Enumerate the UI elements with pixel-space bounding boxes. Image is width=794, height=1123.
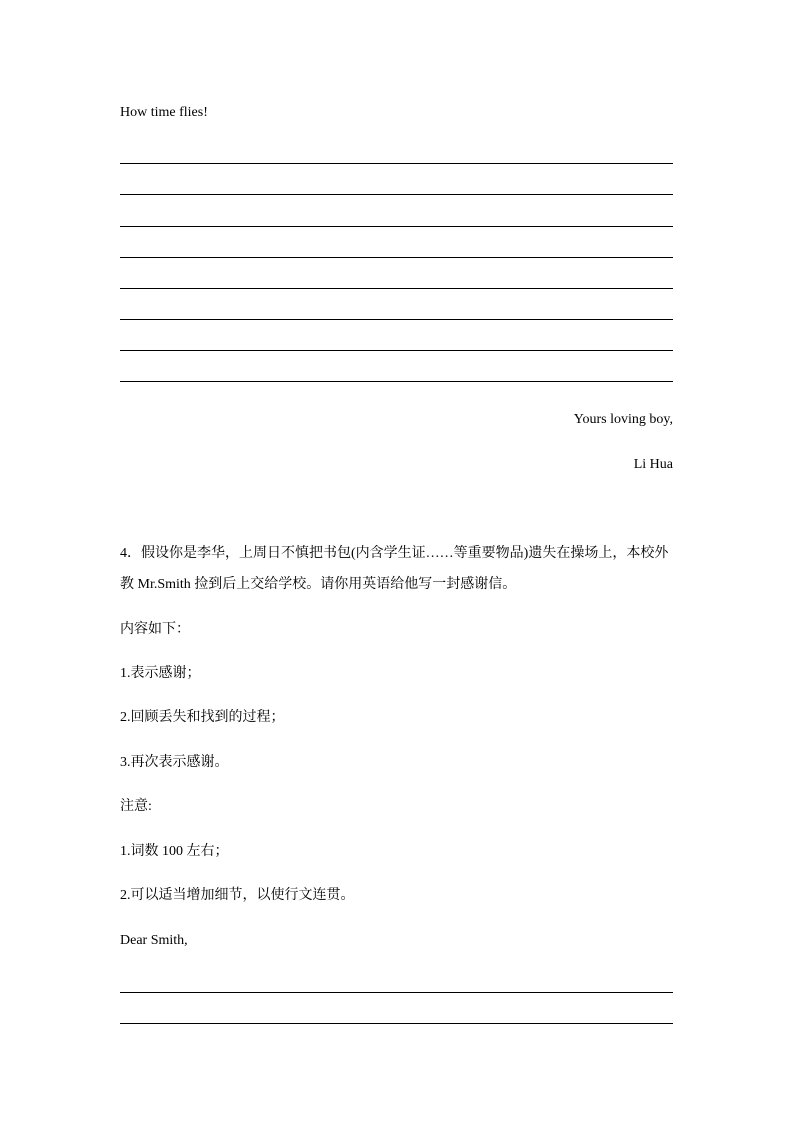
writing-line — [120, 194, 673, 195]
writing-line — [120, 1023, 673, 1024]
task4-prompt-line-1: 4．假设你是李华，上周日不慎把书包(内含学生证……等重要物品)遗失在操场上，本校外 — [120, 546, 669, 561]
writing-line — [120, 381, 673, 382]
writing-line — [120, 992, 673, 993]
content-item-3: 3.再次表示感谢。 — [120, 755, 229, 770]
notes-item-2: 2.可以适当增加细节，以使行文连贯。 — [120, 888, 355, 903]
letter-salutation: Dear Smith, — [120, 933, 188, 948]
writing-line — [120, 226, 673, 227]
letter-signature: Li Hua — [633, 457, 673, 472]
task4-prompt-line-2: 教 Mr.Smith 捡到后上交给学校。请你用英语给他写一封感谢信。 — [120, 577, 517, 592]
writing-line — [120, 319, 673, 320]
content-item-2: 2.回顾丢失和找到的过程； — [120, 710, 285, 725]
content-item-1: 1.表示感谢； — [120, 666, 201, 681]
content-heading: 内容如下： — [120, 622, 190, 637]
letter-closing: Yours loving boy, — [573, 412, 673, 427]
writing-line — [120, 350, 673, 351]
letter-opening-line: How time flies! — [120, 105, 208, 120]
notes-heading: 注意: — [120, 799, 152, 814]
notes-item-1: 1.词数 100 左右； — [120, 844, 229, 859]
writing-line — [120, 257, 673, 258]
writing-line — [120, 163, 673, 164]
writing-line — [120, 288, 673, 289]
